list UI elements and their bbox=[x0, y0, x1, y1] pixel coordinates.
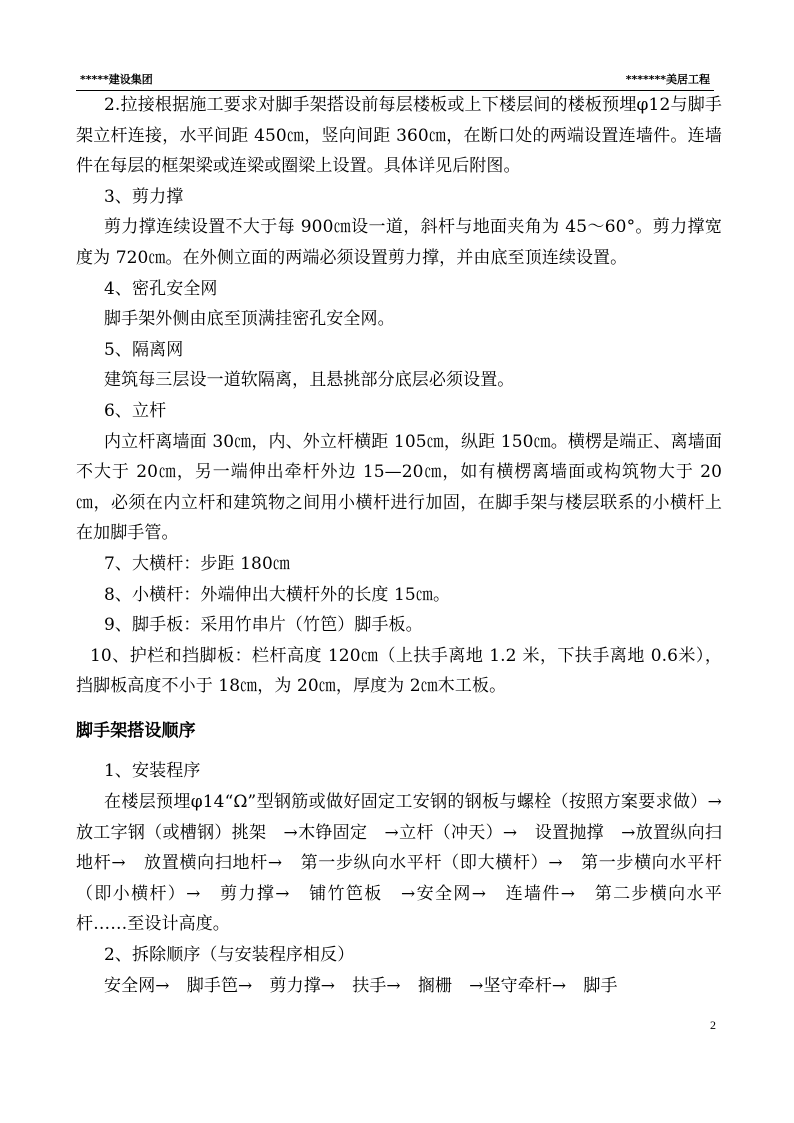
subheading-shear-brace: 3、剪力撑 bbox=[104, 186, 184, 207]
paragraph-installation: 在楼层预埋φ14“Ω”型钢筋或做好固定工安钢的钢板与螺栓（按照方案要求做）→ 放工字钢（或槽钢）挑架 →木铮固定 →立杆（冲天）→ 设置抛撑 →放置纵向扫地杆→ 放置横向扫地杆→ 第一步纵向水平杆（即大横杆）→ 第一步横向水平杆（即小横杆）→ 剪力撑→ 铺竹笆板 →安全网→ 连墙件→ 第二步横向水平杆……至设计高度。 bbox=[76, 792, 740, 935]
spacer bbox=[76, 746, 722, 756]
paragraph-safety-net: 脚手架外侧由底至顶满挂密孔安全网。 bbox=[104, 309, 395, 330]
spacer bbox=[76, 702, 722, 716]
subheading-isolation-net: 5、隔离网 bbox=[104, 339, 184, 360]
header-company: *****建设集团 bbox=[80, 73, 153, 86]
page-header bbox=[76, 72, 714, 91]
subheading-dismantling: 2、拆除顺序（与安装程序相反） bbox=[104, 945, 355, 966]
paragraph-dismantling: 安全网→ 脚手笆→ 剪力撑→ 扶手→ 搁栅 →坚守牵杆→ 脚手 bbox=[104, 975, 618, 996]
paragraph-isolation-net: 建筑每三层设一道软隔离，且悬挑部分底层必须设置。 bbox=[104, 370, 515, 391]
paragraph-small-crossbar: 8、小横杆：外端伸出大横杆外的长度 15㎝。 bbox=[104, 584, 451, 605]
page-number: 2 bbox=[710, 1018, 716, 1032]
paragraph-upright-pole: 内立杆离墙面 30㎝，内、外立杆横距 105㎝，纵距 150㎝。横楞是端正、离墙面不大于 20㎝，另一端伸出牵杆外边 15—20㎝，如有横楞离墙面或构筑物大于 20㎝，必须在内立杆和建筑物之间用小横杆进行加固，在脚手架与楼层联系的小横杆上在加脚手管。 bbox=[76, 431, 722, 544]
paragraph-scaffold-board: 9、脚手板：采用竹串片（竹笆）脚手板。 bbox=[104, 615, 423, 636]
paragraph-guardrail: 10、护栏和挡脚板：栏杆高度 120㎝（上扶手离地 1.2 米，下扶手离地 0.6米），挡脚板高度不小于 18㎝，为 20㎝，厚度为 2㎝木工板。 bbox=[76, 645, 722, 697]
paragraph-shear-brace: 剪力撑连续设置不大于每 900㎝设一道，斜杆与地面夹角为 45～60°。剪力撑宽度为 720㎝。在外侧立面的两端必须设置剪力撑，并由底至顶连续设置。 bbox=[76, 217, 722, 268]
header-project: *******美居工程 bbox=[625, 73, 710, 86]
section-title-erection-sequence: 脚手架搭设顺序 bbox=[76, 720, 196, 741]
document-body bbox=[76, 90, 740, 1001]
paragraph-tie-connection: 2.拉接根据施工要求对脚手架搭设前每层楼板或上下楼层间的楼板预埋φ12与脚手架立杆连接，水平间距 450㎝，竖向间距 360㎝，在断口处的两端设置连墙件。连墙件在每层的框架梁或连梁或圈梁上设置。具体详见后附图。 bbox=[76, 95, 722, 177]
paragraph-large-crossbar: 7、大横杆：步距 180㎝ bbox=[104, 553, 290, 574]
subheading-upright-pole: 6、立杆 bbox=[104, 400, 167, 421]
subheading-installation: 1、安装程序 bbox=[104, 761, 201, 782]
subheading-safety-net: 4、密孔安全网 bbox=[104, 278, 218, 299]
